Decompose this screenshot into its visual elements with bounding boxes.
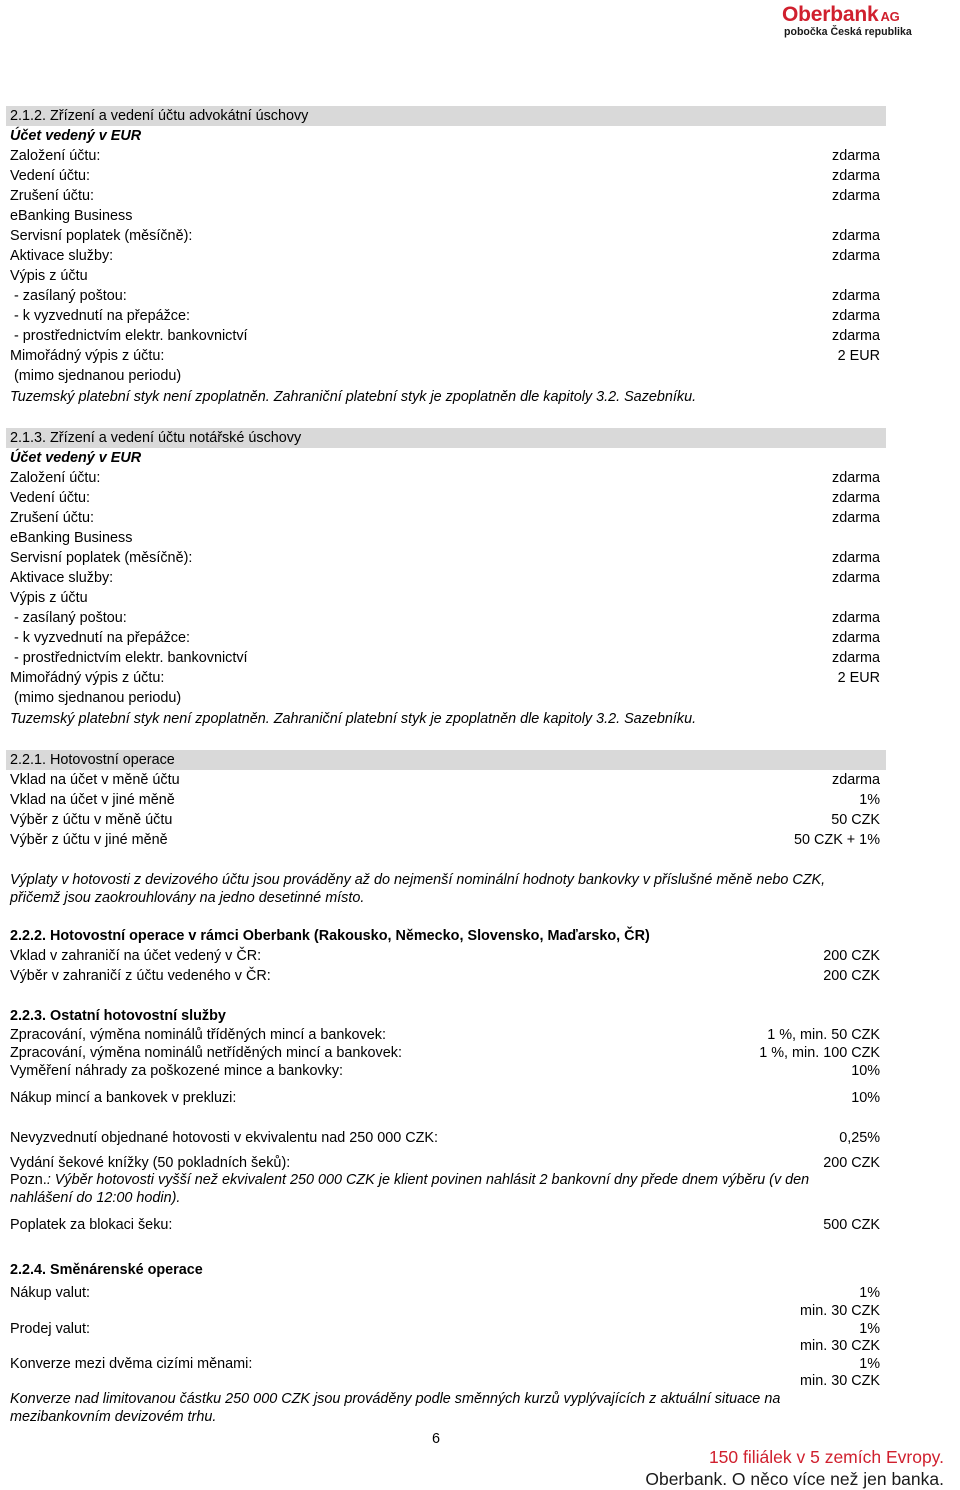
oberbank-logo <box>782 4 960 40</box>
table-row: (mimo sjednanou periodu) <box>10 690 182 706</box>
table-row: Výpis z účtu <box>10 268 88 284</box>
table-row: Vydání šekové knížky (50 pokladních šeků): 200 CZK <box>10 1155 880 1171</box>
table-row: Aktivace služby: zdarma <box>10 570 880 586</box>
section-224-title: 2.2.4. Směnárenské operace <box>10 1262 203 1278</box>
section-213-subtitle: Účet vedený v EUR <box>10 450 142 466</box>
table-row: Vklad na účet v jiné měně 1% <box>10 792 880 808</box>
table-row: - zasílaný poštou: zdarma <box>10 288 880 304</box>
table-row: Vklad v zahraničí na účet vedený v ČR: 200 CZK <box>10 948 880 964</box>
table-row: Výběr v zahraničí z účtu vedeného v ČR: 200 CZK <box>10 968 880 984</box>
section-213-title: 2.1.3. Zřízení a vedení účtu notářské úschovy <box>6 428 886 448</box>
table-row: Vedení účtu: zdarma <box>10 490 880 506</box>
table-row: Výběr z účtu v měně účtu 50 CZK <box>10 812 880 828</box>
table-row: Výpis z účtu <box>10 590 88 606</box>
logo-wordmark: Oberbank AG <box>782 3 900 26</box>
table-row: Založení účtu: zdarma <box>10 148 880 164</box>
table-row: Zrušení účtu: zdarma <box>10 188 880 204</box>
table-row: - k vyzvednutí na přepážce: zdarma <box>10 308 880 324</box>
table-row: - k vyzvednutí na přepážce: zdarma <box>10 630 880 646</box>
table-row: - zasílaný poštou: zdarma <box>10 610 880 626</box>
table-row: min. 30 CZK <box>800 1338 880 1354</box>
table-row: Výběr z účtu v jiné měně 50 CZK + 1% <box>10 832 880 848</box>
table-row: Zrušení účtu: zdarma <box>10 510 880 526</box>
table-row: Prodej valut: 1% <box>10 1321 880 1337</box>
section-221-title: 2.2.1. Hotovostní operace <box>6 750 886 770</box>
section-223-pozn: Pozn.: Výběr hotovosti vyšší než ekvivalent 250 000 CZK je klient povinen nahlásit 2 bankovní dny přede dnem výběru (v den nahlášení do 12:00 hodin). <box>10 1172 810 1206</box>
section-221-note: Výplaty v hotovosti z devizového účtu jsou prováděny až do nejmenší nominální hodnoty bankovky v příslušné měně nebo CZK, přičemž jsou zaokrouhlovány na jedno desetinné místo. <box>10 872 826 906</box>
table-row: Poplatek za blokaci šeku: 500 CZK <box>10 1217 880 1233</box>
table-row: eBanking Business <box>10 208 133 224</box>
footer-slogan-line2: Oberbank. O něco více než jen banka. <box>645 1469 944 1489</box>
table-row: Mimořádný výpis z účtu: 2 EUR <box>10 670 880 686</box>
section-222-title: 2.2.2. Hotovostní operace v rámci Oberbank (Rakousko, Německo, Slovensko, Maďarsko, ČR) <box>10 928 650 944</box>
page-number: 6 <box>432 1431 441 1447</box>
table-row: Vyměření náhrady za poškozené mince a bankovky: 10% <box>10 1063 880 1079</box>
table-row: Založení účtu: zdarma <box>10 470 880 486</box>
table-row: Mimořádný výpis z účtu: 2 EUR <box>10 348 880 364</box>
table-row: - prostřednictvím elektr. bankovnictví zdarma <box>10 650 880 666</box>
table-row: Aktivace služby: zdarma <box>10 248 880 264</box>
table-row: Nákup valut: 1% <box>10 1285 880 1301</box>
section-223-title: 2.2.3. Ostatní hotovostní služby <box>10 1008 226 1024</box>
footer-slogan-line1: 150 filiálek v 5 zemích Evropy. <box>708 1447 944 1467</box>
section-213-note: Tuzemský platební styk není zpoplatněn. Zahraniční platební styk je zpoplatněn dle kapitoly 3.2. Sazebníku. <box>10 711 697 727</box>
section-212-subtitle: Účet vedený v EUR <box>10 128 142 144</box>
table-row: Zpracování, výměna nominálů netříděných mincí a bankovek: 1 %, min. 100 CZK <box>10 1045 880 1061</box>
table-row: Konverze mezi dvěma cizími měnami: 1% <box>10 1356 880 1372</box>
table-row: (mimo sjednanou periodu) <box>10 368 182 384</box>
table-row: Servisní poplatek (měsíčně): zdarma <box>10 550 880 566</box>
table-row: eBanking Business <box>10 530 133 546</box>
section-212-title: 2.1.2. Zřízení a vedení účtu advokátní úschovy <box>6 106 886 126</box>
section-212-note: Tuzemský platební styk není zpoplatněn. Zahraniční platební styk je zpoplatněn dle kapitoly 3.2. Sazebníku. <box>10 389 697 405</box>
table-row: Nákup mincí a bankovek v prekluzi: 10% <box>10 1090 880 1106</box>
logo-subtitle: pobočka Česká republika <box>784 26 912 38</box>
table-row: - prostřednictvím elektr. bankovnictví zdarma <box>10 328 880 344</box>
table-row: Servisní poplatek (měsíčně): zdarma <box>10 228 880 244</box>
table-row: Zpracování, výměna nominálů tříděných mincí a bankovek: 1 %, min. 50 CZK <box>10 1027 880 1043</box>
table-row: Vklad na účet v měně účtu zdarma <box>10 772 880 788</box>
table-row: Nevyzvednutí objednané hotovosti v ekvivalentu nad 250 000 CZK: 0,25% <box>10 1130 880 1146</box>
table-row: min. 30 CZK <box>800 1373 880 1389</box>
table-row: Vedení účtu: zdarma <box>10 168 880 184</box>
section-224-note: Konverze nad limitovanou částku 250 000 CZK jsou prováděny podle směnných kurzů vyplývajících z aktuální situace na mezibankovním devizovém trhu. <box>10 1391 781 1425</box>
table-row: min. 30 CZK <box>800 1303 880 1319</box>
